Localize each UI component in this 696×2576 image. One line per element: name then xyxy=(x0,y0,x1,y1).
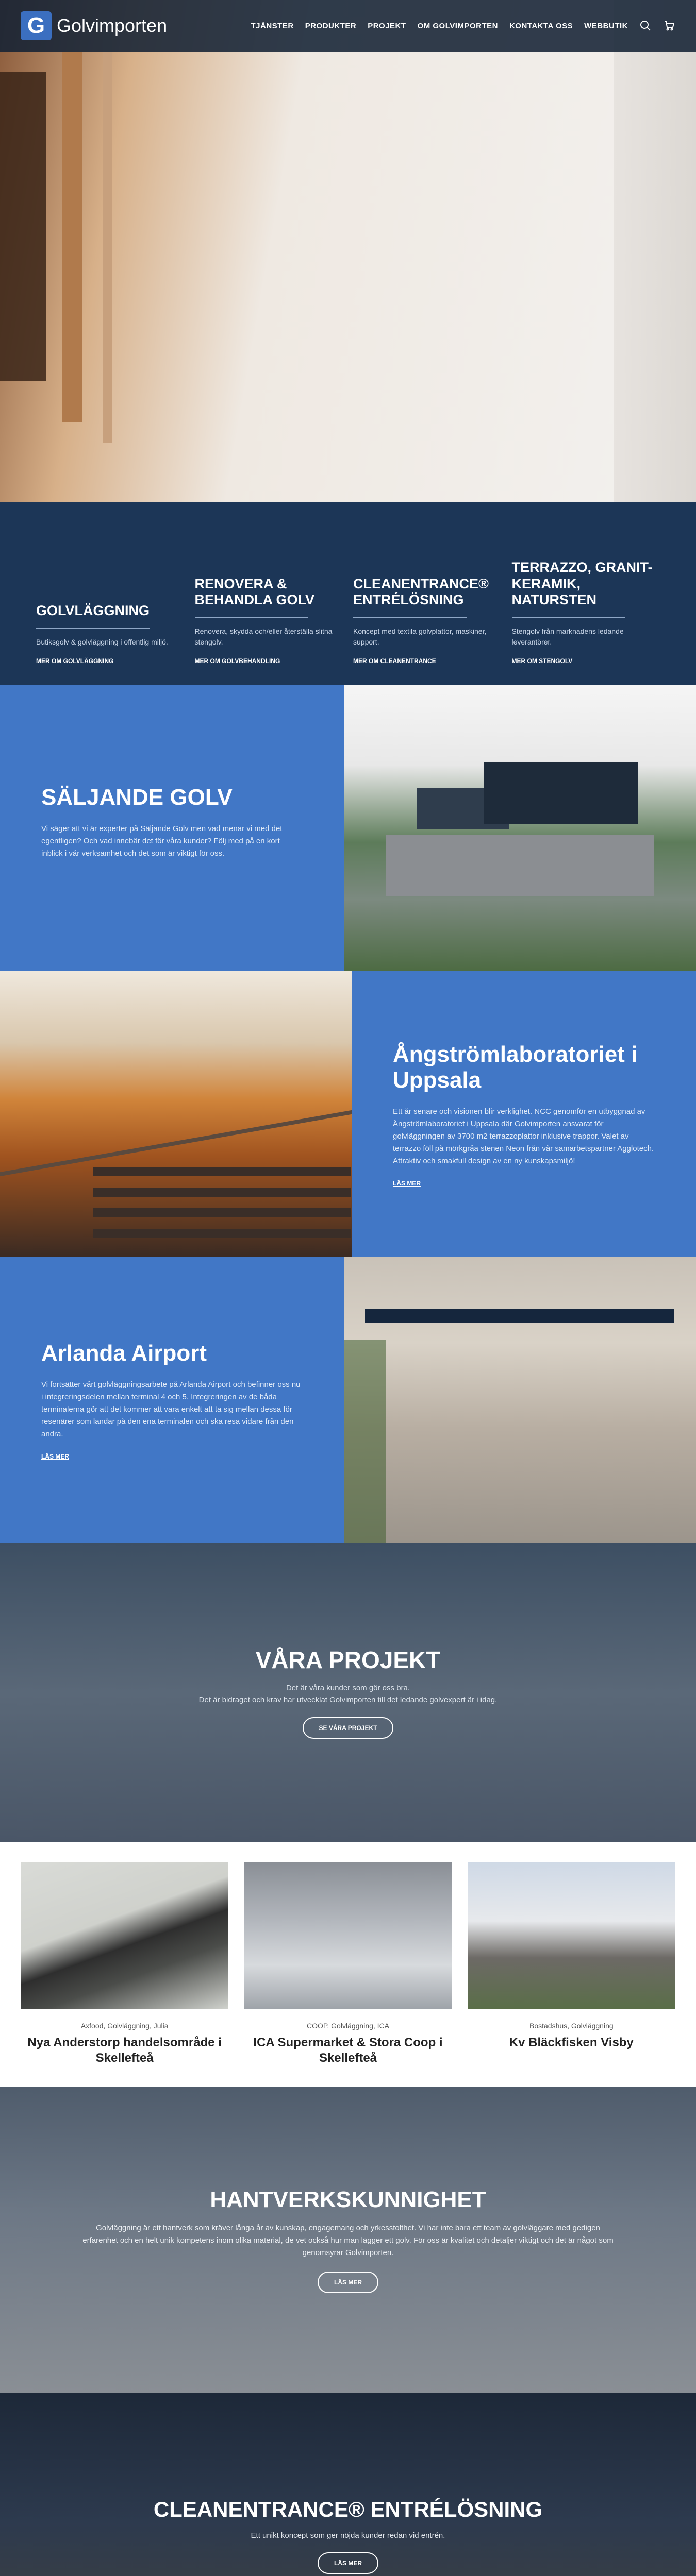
project-thumbnail[interactable] xyxy=(21,1862,228,2009)
cleanentrance-banner xyxy=(0,2393,696,2576)
service-text: Koncept med textila golvplattor, maskiner, support. xyxy=(353,626,487,647)
service-title: GOLVLÄGGNING xyxy=(36,603,150,619)
nav-item-projekt[interactable]: PROJEKT xyxy=(368,21,406,30)
services-row xyxy=(0,502,696,685)
service-text: Renovera, skydda och/eller återställa slitna stengolv. xyxy=(194,626,333,647)
hero-wood-detail xyxy=(0,72,46,381)
text-line: Det är bidraget och krav har utvecklat Golvimporten till det ledande golvexpert är i idag. xyxy=(198,1696,498,1704)
feature-text: Vi säger att vi är experter på Säljande Golv men vad menar vi med det egentligen? Och vad innebär det för våra kunder? Följ med på en kort inblick i vår verksamhet och det som är viktigt för oss. xyxy=(41,824,283,858)
nav-item-webbutik[interactable]: WEBBUTIK xyxy=(584,21,628,30)
see-projects-button[interactable]: SE VÅRA PROJEKT xyxy=(303,1717,394,1739)
feature-text: Vi fortsätter vårt golvläggningsarbete på Arlanda Airport och befinner oss nu i integreringsdelen mellan terminal 4 och 5. Integreringen av de båda terminalerna gör att det kommer att vara enkelt att ta sig mellan dessa för resenärer som landar på den ena terminalen och ska resa vidare från den andra. xyxy=(41,1380,301,1438)
image-detail xyxy=(93,1167,351,1176)
projects-banner xyxy=(0,1543,696,1842)
hero-wall-detail xyxy=(614,0,696,502)
image-detail xyxy=(93,1188,351,1197)
project-card[interactable] xyxy=(468,1862,675,2066)
nav-item-tjanster[interactable]: TJÄNSTER xyxy=(251,21,294,30)
project-card[interactable] xyxy=(21,1862,228,2066)
service-text: Stengolv från marknadens ledande leverantörer. xyxy=(511,626,624,647)
project-thumbnail[interactable] xyxy=(244,1862,452,2009)
section-text xyxy=(199,1682,498,1706)
read-more-link[interactable]: LÄS MER xyxy=(41,1452,69,1460)
image-detail xyxy=(386,835,654,896)
image-detail xyxy=(484,762,638,824)
read-more-button[interactable]: LÄS MER xyxy=(318,2552,378,2574)
feature-title: Ångströmlaboratoriet i Uppsala xyxy=(393,1041,638,1093)
feature-text-panel xyxy=(0,1257,344,1543)
service-link[interactable]: MER OM GOLVLÄGGNING xyxy=(36,657,114,665)
airport-image xyxy=(344,1257,696,1543)
brand-logo[interactable] xyxy=(21,11,167,40)
project-meta: Axfood, Golvläggning, Julia xyxy=(80,2022,169,2030)
service-text: Butiksgolv & golvläggning i offentlig miljö. xyxy=(36,638,168,647)
image-detail xyxy=(93,1208,351,1217)
section-title: CLEANENTRANCE® ENTRÉLÖSNING xyxy=(153,2497,543,2521)
feature-title: Arlanda Airport xyxy=(41,1340,207,1366)
feature-text-panel xyxy=(0,685,344,971)
store-building-image xyxy=(344,685,696,971)
image-detail xyxy=(344,1340,386,1543)
service-link[interactable]: MER OM CLEANENTRANCE xyxy=(353,657,436,665)
feature-text: Ett år senare och visionen blir verklighet. NCC genomför en utbyggnad av Ångströmlaboratoriet i Uppsala där Golvimporten ansvarat för golvläggningen av 3700 m2 terrazzoplattor inklusive trappor. Valet av terrazzo föll på mörkgråa stenen Neon från vår samarbetspartner Agglotech. Attraktiv och smakfull design av en ny kunskapsmiljö! xyxy=(393,1107,654,1165)
project-title[interactable]: Kv Bläckfisken Visby xyxy=(509,2036,634,2049)
nav-item-om-golvimporten[interactable]: OM GOLVIMPORTEN xyxy=(417,21,498,30)
divider xyxy=(195,617,308,618)
service-title: CLEANENTRANCE® ENTRÉLÖSNING xyxy=(353,575,489,607)
main-nav xyxy=(251,20,676,32)
feature-text-panel xyxy=(352,971,696,1257)
site-header xyxy=(0,0,696,52)
feature-angstrom xyxy=(0,971,696,1257)
section-title: VÅRA PROJEKT xyxy=(255,1646,441,1673)
read-more-button[interactable]: LÄS MER xyxy=(318,2272,378,2293)
nav-item-kontakta-oss[interactable]: KONTAKTA OSS xyxy=(509,21,573,30)
service-link[interactable]: MER OM STENGOLV xyxy=(511,657,573,665)
service-terrazzo xyxy=(512,523,671,685)
image-detail xyxy=(93,1229,351,1238)
hero-wood-detail xyxy=(103,31,112,443)
feature-saljande-golv xyxy=(0,685,696,971)
project-meta: COOP, Golvläggning, ICA xyxy=(306,2022,390,2030)
project-thumbnail[interactable] xyxy=(468,1862,675,2009)
service-renovera xyxy=(195,523,354,685)
project-cards xyxy=(0,1842,696,2087)
divider xyxy=(512,617,625,618)
logo-mark: G xyxy=(21,11,52,40)
hero-wood-detail xyxy=(62,52,82,422)
service-cleanentrance xyxy=(353,523,512,685)
feature-title: SÄLJANDE GOLV xyxy=(41,784,233,810)
section-text: Ett unikt koncept som ger nöjda kunder redan vid entrén. xyxy=(251,2531,445,2540)
stairs-image xyxy=(0,971,352,1257)
image-detail xyxy=(0,1110,352,1176)
section-title: HANTVERKSKUNNIGHET xyxy=(210,2187,486,2212)
service-link[interactable]: MER OM GOLVBEHANDLING xyxy=(194,657,280,665)
feature-arlanda xyxy=(0,1257,696,1543)
divider xyxy=(353,617,467,618)
hero-image xyxy=(0,0,696,502)
craftsmanship-banner xyxy=(0,2087,696,2393)
project-title[interactable]: Nya Anderstorp handelsområde i Skellefteå xyxy=(27,2036,222,2065)
cart-icon[interactable] xyxy=(663,20,675,32)
service-golvlaggning xyxy=(36,523,195,685)
image-detail xyxy=(365,1309,674,1323)
search-icon[interactable] xyxy=(639,20,652,32)
project-card[interactable] xyxy=(244,1862,452,2066)
text-line: Det är våra kunder som gör oss bra. xyxy=(286,1683,410,1692)
logo-text: Golvimporten xyxy=(57,15,168,36)
project-title[interactable]: ICA Supermarket & Stora Coop i Skellefteå xyxy=(253,2036,443,2065)
section-text: Golvläggning är ett hantverk som kräver långa år av kunskap, engagemang och yrkesstolthet. Vi har inte bara ett team av golvläggare med gedigen erfarenhet och en helt unik kompetens inom olika material, de vet också hur man lägger ett golv. För oss är kvalitet och detaljer viktigt och det är något som genomsyrar Golvimporten. xyxy=(82,2223,614,2257)
nav-item-produkter[interactable]: PRODUKTER xyxy=(305,21,357,30)
read-more-link[interactable]: LÄS MER xyxy=(393,1179,421,1187)
divider xyxy=(36,628,150,629)
service-title: TERRAZZO, GRANIT-KERAMIK, NATURSTEN xyxy=(511,560,653,607)
service-title: RENOVERA & BEHANDLA GOLV xyxy=(194,575,314,607)
project-meta: Bostadshus, Golvläggning xyxy=(529,2022,614,2030)
